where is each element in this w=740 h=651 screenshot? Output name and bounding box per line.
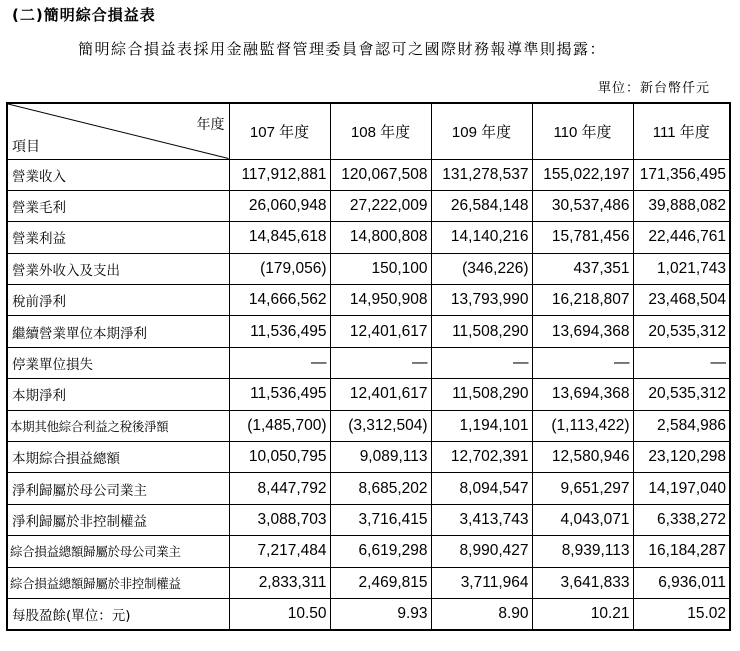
value-cell: 14,845,618 xyxy=(229,222,330,253)
value-cell: 1,194,101 xyxy=(431,410,532,441)
value-cell: 13,793,990 xyxy=(431,285,532,316)
value-cell: 6,619,298 xyxy=(330,536,431,567)
value-cell: 27,222,009 xyxy=(330,190,431,221)
value-cell: 8,990,427 xyxy=(431,536,532,567)
value-cell: 8,447,792 xyxy=(229,473,330,504)
value-cell: 12,702,391 xyxy=(431,442,532,473)
value-cell: 8,094,547 xyxy=(431,473,532,504)
value-cell: 4,043,071 xyxy=(532,504,633,535)
corner-cell xyxy=(7,103,229,159)
value-cell: — xyxy=(431,347,532,378)
table-row xyxy=(7,504,730,535)
value-cell: 3,711,964 xyxy=(431,567,532,598)
table-row xyxy=(7,410,730,441)
value-cell: 117,912,881 xyxy=(229,159,330,190)
value-cell: 12,401,617 xyxy=(330,316,431,347)
row-label: 綜合損益總額歸屬於非控制權益 xyxy=(7,567,229,598)
table-row xyxy=(7,536,730,567)
value-cell: 30,537,486 xyxy=(532,190,633,221)
table-row xyxy=(7,379,730,410)
value-cell: 11,508,290 xyxy=(431,379,532,410)
table-row xyxy=(7,316,730,347)
value-cell: 10.50 xyxy=(229,598,330,629)
value-cell: 14,950,908 xyxy=(330,285,431,316)
value-cell: (3,312,504) xyxy=(330,410,431,441)
value-cell: 10,050,795 xyxy=(229,442,330,473)
value-cell: 39,888,082 xyxy=(633,190,730,221)
value-cell: (1,113,422) xyxy=(532,410,633,441)
year-header: 110 年度 xyxy=(532,103,633,159)
value-cell: 9.93 xyxy=(330,598,431,629)
value-cell: — xyxy=(532,347,633,378)
value-cell: 2,833,311 xyxy=(229,567,330,598)
value-cell: 11,536,495 xyxy=(229,316,330,347)
table-row xyxy=(7,347,730,378)
value-cell: 14,666,562 xyxy=(229,285,330,316)
value-cell: 8,939,113 xyxy=(532,536,633,567)
value-cell: 1,021,743 xyxy=(633,253,730,284)
table-row xyxy=(7,190,730,221)
year-header: 108 年度 xyxy=(330,103,431,159)
value-cell: (179,056) xyxy=(229,253,330,284)
value-cell: 120,067,508 xyxy=(330,159,431,190)
value-cell: 12,580,946 xyxy=(532,442,633,473)
value-cell: 20,535,312 xyxy=(633,379,730,410)
year-header: 109 年度 xyxy=(431,103,532,159)
value-cell: (1,485,700) xyxy=(229,410,330,441)
value-cell: 6,338,272 xyxy=(633,504,730,535)
value-cell: 26,060,948 xyxy=(229,190,330,221)
row-label: 營業毛利 xyxy=(7,190,229,221)
value-cell: 22,446,761 xyxy=(633,222,730,253)
section-title: (二)簡明綜合損益表 xyxy=(12,6,156,24)
value-cell: 437,351 xyxy=(532,253,633,284)
table-row xyxy=(7,598,730,629)
header-row xyxy=(7,103,730,159)
value-cell: 26,584,148 xyxy=(431,190,532,221)
row-label: 每股盈餘(單位：元) xyxy=(7,598,229,629)
value-cell: 7,217,484 xyxy=(229,536,330,567)
table-row xyxy=(7,285,730,316)
value-cell: 15.02 xyxy=(633,598,730,629)
row-label: 營業外收入及支出 xyxy=(7,253,229,284)
corner-item-label: 項目 xyxy=(12,138,40,155)
value-cell: 3,641,833 xyxy=(532,567,633,598)
year-header: 107 年度 xyxy=(229,103,330,159)
value-cell: — xyxy=(229,347,330,378)
table-row xyxy=(7,442,730,473)
value-cell: 3,413,743 xyxy=(431,504,532,535)
row-label: 營業收入 xyxy=(7,159,229,190)
value-cell: 150,100 xyxy=(330,253,431,284)
value-cell: 16,218,807 xyxy=(532,285,633,316)
row-label: 停業單位損失 xyxy=(7,347,229,378)
row-label: 稅前淨利 xyxy=(7,285,229,316)
value-cell: 3,088,703 xyxy=(229,504,330,535)
value-cell: 2,584,986 xyxy=(633,410,730,441)
value-cell: 9,089,113 xyxy=(330,442,431,473)
row-label: 營業利益 xyxy=(7,222,229,253)
value-cell: — xyxy=(633,347,730,378)
value-cell: 11,536,495 xyxy=(229,379,330,410)
income-statement-table xyxy=(6,102,731,631)
table-row xyxy=(7,222,730,253)
corner-year-label: 年度 xyxy=(196,117,225,133)
table-row xyxy=(7,253,730,284)
value-cell: 171,356,495 xyxy=(633,159,730,190)
row-label: 繼續營業單位本期淨利 xyxy=(7,316,229,347)
row-label: 綜合損益總額歸屬於母公司業主 xyxy=(7,536,229,567)
table-row xyxy=(7,473,730,504)
value-cell: 14,197,040 xyxy=(633,473,730,504)
value-cell: 13,694,368 xyxy=(532,316,633,347)
value-cell: 9,651,297 xyxy=(532,473,633,504)
value-cell: 3,716,415 xyxy=(330,504,431,535)
value-cell: 14,140,216 xyxy=(431,222,532,253)
row-label: 本期綜合損益總額 xyxy=(7,442,229,473)
value-cell: 23,120,298 xyxy=(633,442,730,473)
row-label: 本期其他綜合利益之稅後淨額 xyxy=(7,410,229,441)
table-row xyxy=(7,567,730,598)
value-cell: 20,535,312 xyxy=(633,316,730,347)
value-cell: 16,184,287 xyxy=(633,536,730,567)
value-cell: 14,800,808 xyxy=(330,222,431,253)
year-header: 111 年度 xyxy=(633,103,730,159)
row-label: 淨利歸屬於非控制權益 xyxy=(7,504,229,535)
value-cell: 15,781,456 xyxy=(532,222,633,253)
row-label: 本期淨利 xyxy=(7,379,229,410)
value-cell: 13,694,368 xyxy=(532,379,633,410)
value-cell: 2,469,815 xyxy=(330,567,431,598)
unit-note: 單位：新台幣仟元 xyxy=(597,81,710,96)
diagonal-line xyxy=(8,104,229,159)
row-label: 淨利歸屬於母公司業主 xyxy=(7,473,229,504)
value-cell: — xyxy=(330,347,431,378)
value-cell: 6,936,011 xyxy=(633,567,730,598)
value-cell: 131,278,537 xyxy=(431,159,532,190)
table-row xyxy=(7,159,730,190)
value-cell: 10.21 xyxy=(532,598,633,629)
value-cell: 11,508,290 xyxy=(431,316,532,347)
value-cell: 8,685,202 xyxy=(330,473,431,504)
value-cell: 12,401,617 xyxy=(330,379,431,410)
value-cell: 155,022,197 xyxy=(532,159,633,190)
value-cell: 8.90 xyxy=(431,598,532,629)
intro-text: 簡明綜合損益表採用金融監督管理委員會認可之國際財務報導準則揭露： xyxy=(78,40,607,58)
value-cell: 23,468,504 xyxy=(633,285,730,316)
value-cell: (346,226) xyxy=(431,253,532,284)
